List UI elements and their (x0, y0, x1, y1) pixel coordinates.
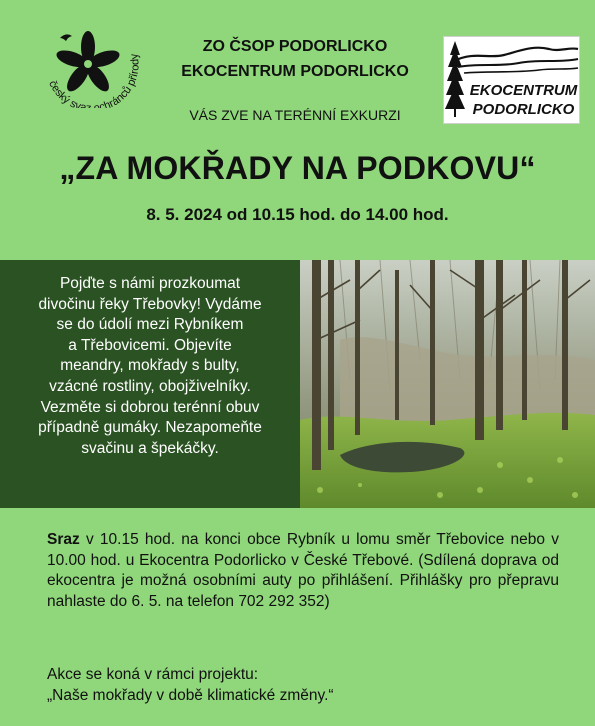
ekocentrum-logo (443, 36, 580, 124)
org-name-2: EKOCENTRUM PODORLICKO (181, 63, 409, 80)
logo-word-1: EKOCENTRUM (469, 82, 578, 99)
flower-icon (36, 28, 146, 108)
forest-image (300, 260, 595, 508)
description-line: svačinu a špekáčky. (81, 439, 219, 457)
description-line: divočinu řeky Třebovky! Vydáme (38, 295, 262, 313)
event-date: 8. 5. 2024 od 10.15 hod. do 14.00 hod. (146, 205, 449, 224)
description-line: případně gumáky. Nezapomeňte (38, 419, 262, 437)
project-info (47, 665, 559, 706)
csop-logo (36, 28, 146, 108)
project-line-2: „Naše mokřady v době klimatické změny.“ (47, 686, 334, 704)
description-line: se do údolí mezi Rybníkem (56, 316, 244, 334)
wetland-photo (300, 260, 595, 508)
logo-arc-text: český sva chránců přírody (46, 52, 142, 108)
description-line: Vezměte si dobrou terénní obuv (40, 398, 260, 416)
description-line: vzácné rostliny, obojživelníky. (49, 377, 251, 395)
meeting-label: Sraz (47, 531, 80, 548)
org-name-1: ZO ČSOP PODORLICKO (202, 38, 388, 55)
description-text (14, 274, 286, 459)
description-line: meandry, mokřady s bulty, (60, 357, 240, 375)
description-panel (0, 260, 300, 508)
project-line-1: Akce se koná v rámci projektu: (47, 666, 259, 683)
logo-word-2: PODORLICKO (472, 101, 575, 118)
invite-line: VÁS ZVE NA TERÉNNÍ EXKURZI (189, 107, 401, 123)
ekocentrum-logo-text (466, 81, 581, 119)
description-line: Pojďte s námi prozkoumat (59, 275, 241, 292)
description-line: a Třebovicemi. Objevíte (68, 336, 232, 354)
meeting-info (47, 530, 559, 612)
meeting-text: v 10.15 hod. na konci obce Rybník u lomu směr Třebovice nebo v 10.00 hod. u Ekocentra Podorlicko v České Třebové. (Sdílená doprava od ekocentra je možná osobními auty po přihlášení. Přihlášky pro přepravu nahlaste do 6. 5. na telefon 702 292 352) (47, 531, 559, 610)
event-title: „ZA MOKŘADY NA PODKOVU“ (59, 150, 536, 186)
